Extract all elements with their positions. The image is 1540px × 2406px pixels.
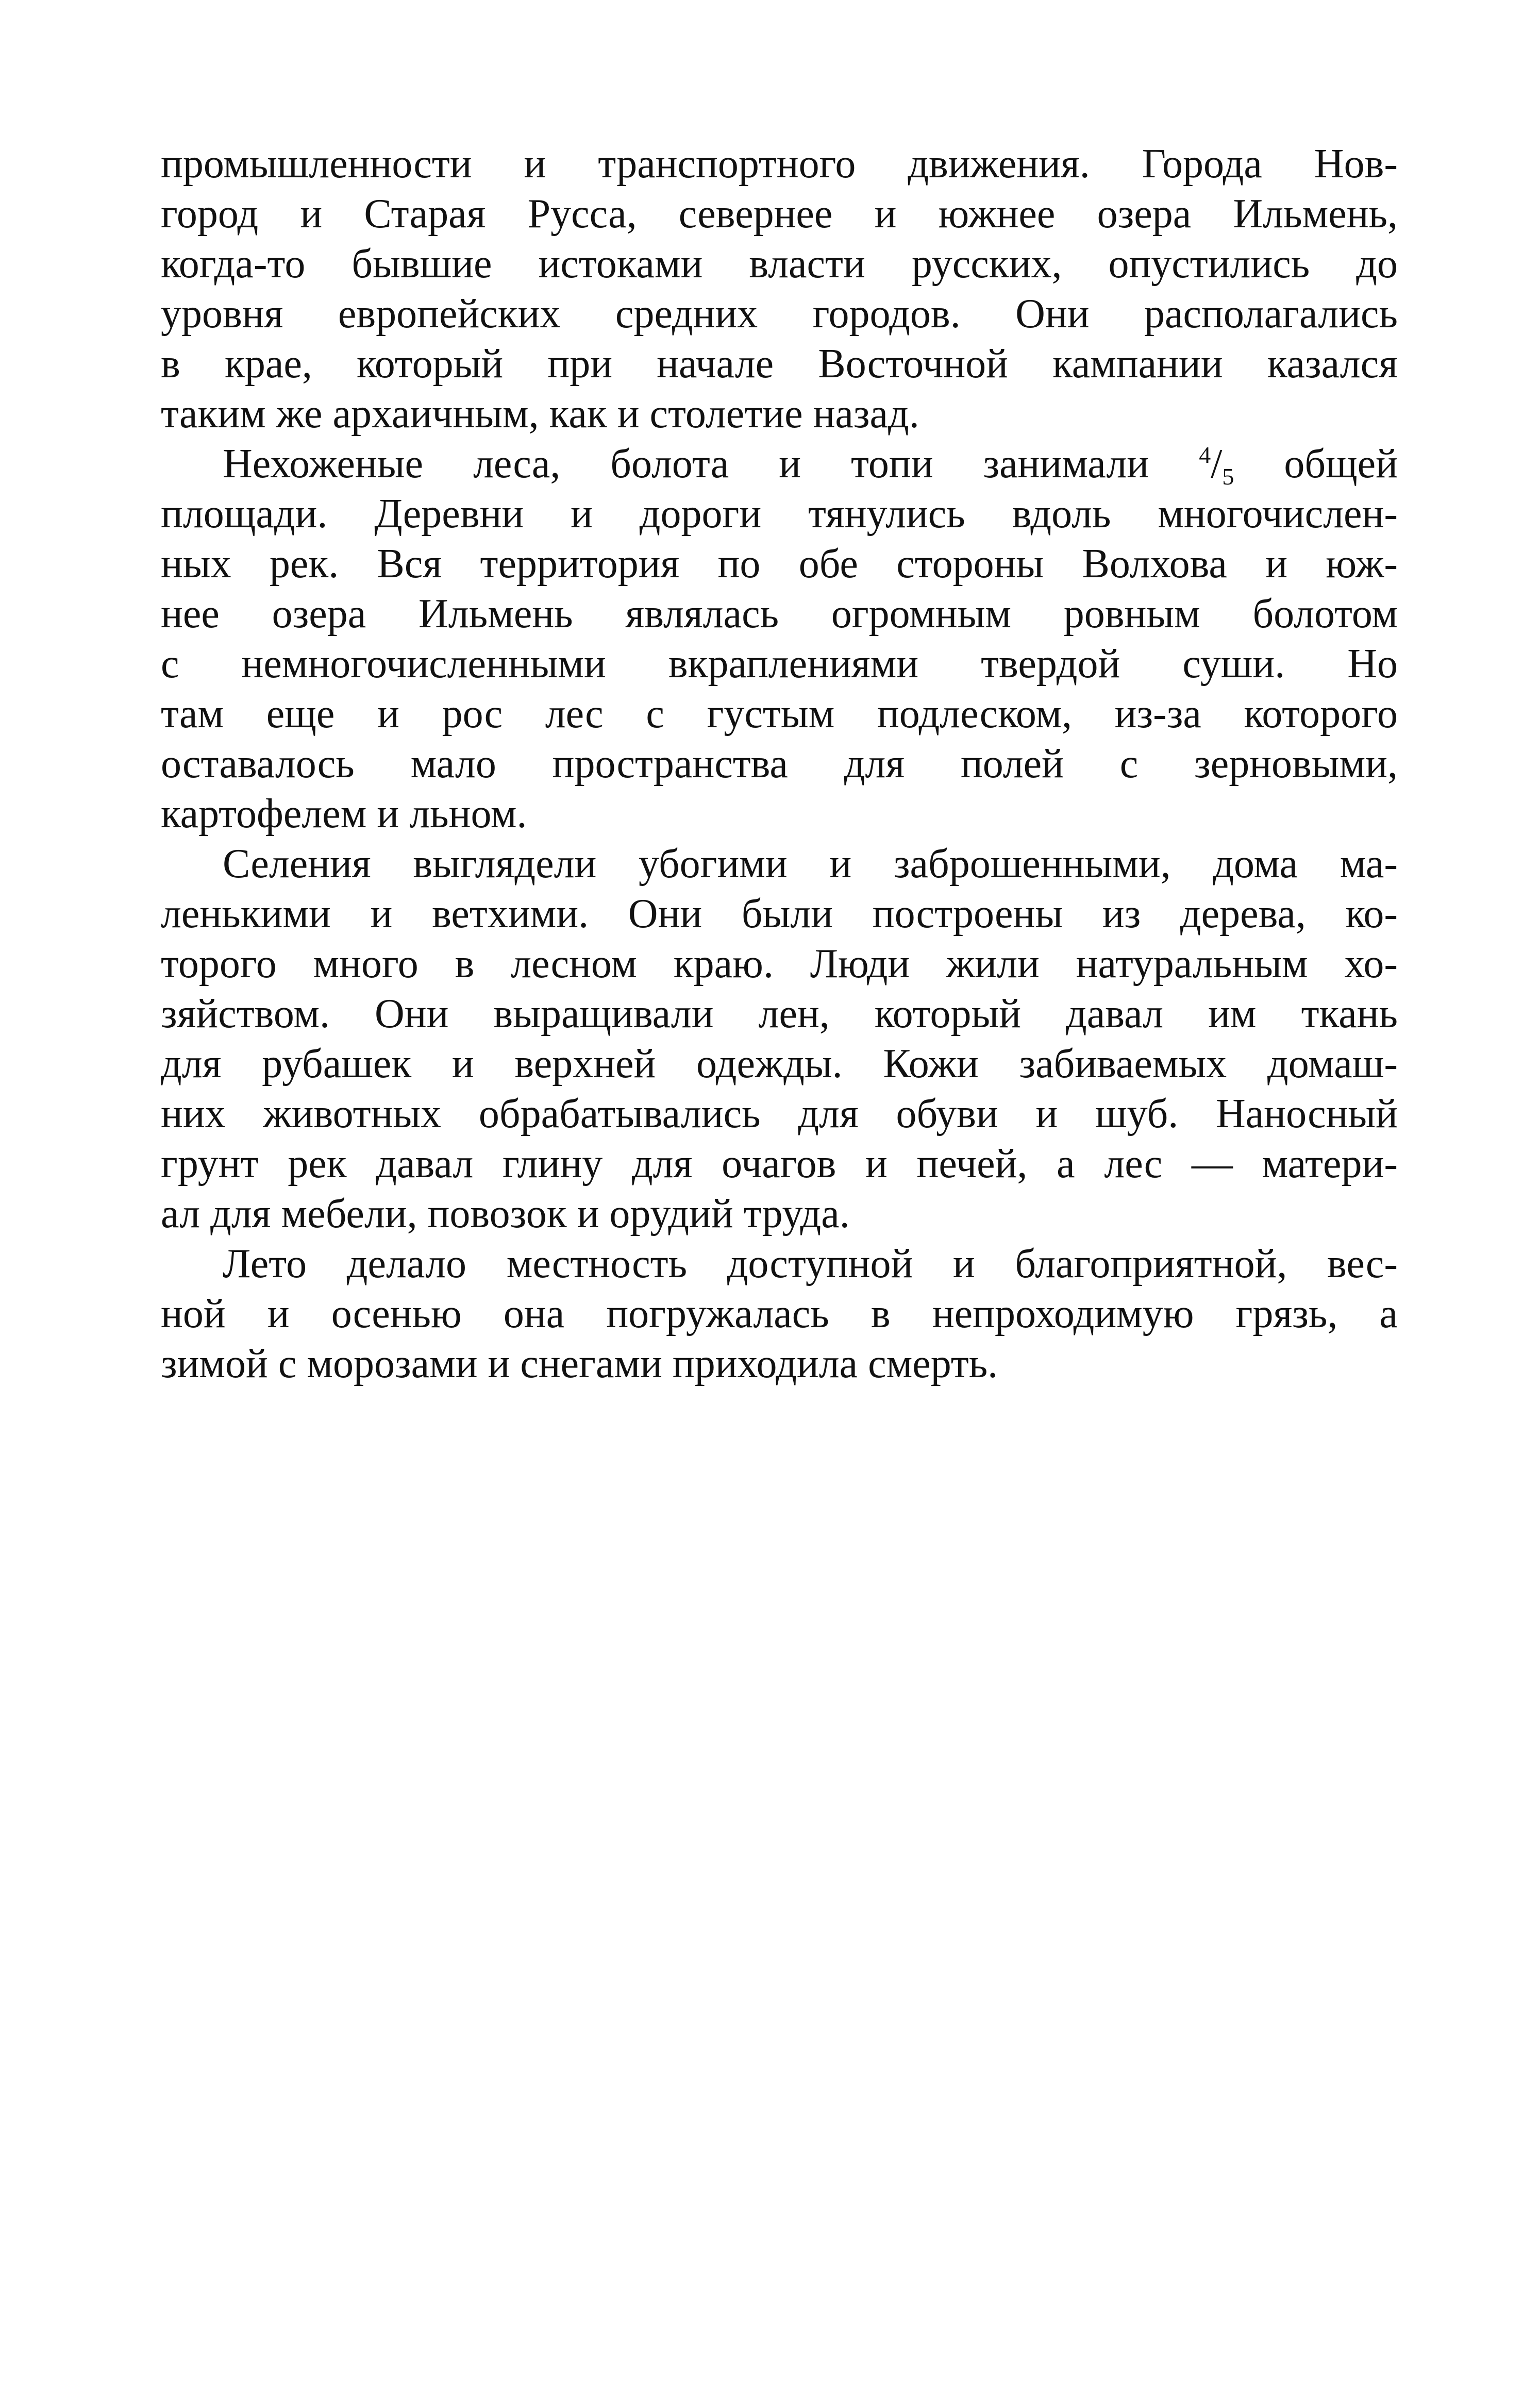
text-line: грунт рек давал глину для очагов и печей, а лес — матери-: [161, 1141, 1398, 1187]
text-line: торого много в лесном краю. Люди жили натуральным хо-: [161, 941, 1398, 987]
text-line: для рубашек и верхней одежды. Кожи забиваемых домаш-: [161, 1041, 1398, 1087]
text-line: когда-то бывшие истоками власти русских, опустились до: [161, 241, 1398, 287]
text-line: в крае, который при начале Восточной кампании казался: [161, 341, 1398, 387]
text-line: ной и осенью она погружалась в непроходимую грязь, а: [161, 1291, 1398, 1336]
text-line: уровня европейских средних городов. Они располагались: [161, 291, 1398, 337]
text-line: оставалось мало пространства для полей с зерновыми,: [161, 741, 1398, 787]
text-line: нее озера Ильмень являлась огромным ровным болотом: [161, 591, 1398, 637]
text-line: ных рек. Вся территория по обе стороны Волхова и юж-: [161, 541, 1398, 587]
body-text: [161, 139, 1398, 1389]
paragraph-2: [161, 439, 1398, 839]
text-line: с немногочисленными вкраплениями твердой суши. Но: [161, 641, 1398, 687]
text-line: них животных обрабатывались для обуви и шуб. Наносный: [161, 1091, 1398, 1137]
paragraph-1: [161, 139, 1398, 439]
text-line: ленькими и ветхими. Они были построены из дерева, ко-: [161, 891, 1398, 937]
text-line: Селения выглядели убогими и заброшенными, дома ма-: [223, 841, 1398, 887]
text-line: зяйством. Они выращивали лен, который давал им ткань: [161, 991, 1398, 1037]
text-line: промышленности и транспортного движения. Города Нов-: [161, 141, 1398, 187]
text-line: Лето делало местность доступной и благоприятной, вес-: [223, 1241, 1398, 1286]
fraction-denominator: 5: [1222, 463, 1234, 490]
text-line: там еще и рос лес с густым подлеском, из-за которого: [161, 691, 1398, 737]
text-line: таким же архаичным, как и столетие назад.: [161, 391, 919, 437]
text-line: зимой с морозами и снегами приходила смерть.: [161, 1341, 998, 1386]
text-line-with-fraction: [161, 439, 1398, 489]
paragraph-3: [161, 839, 1398, 1239]
text-line: ал для мебели, повозок и орудий труда.: [161, 1191, 850, 1237]
text-fragment: Нехоженые леса, болота и топи занимали: [223, 441, 1199, 487]
fraction-slash: /: [1211, 441, 1223, 487]
fraction-numerator: 4: [1199, 442, 1211, 468]
text-fragment: общей: [1234, 441, 1398, 487]
text-line: город и Старая Русса, севернее и южнее озера Ильмень,: [161, 191, 1398, 237]
paragraph-4: [161, 1239, 1398, 1389]
text-line: площади. Деревни и дороги тянулись вдоль многочислен-: [161, 491, 1398, 537]
text-line: картофелем и льном.: [161, 791, 527, 837]
